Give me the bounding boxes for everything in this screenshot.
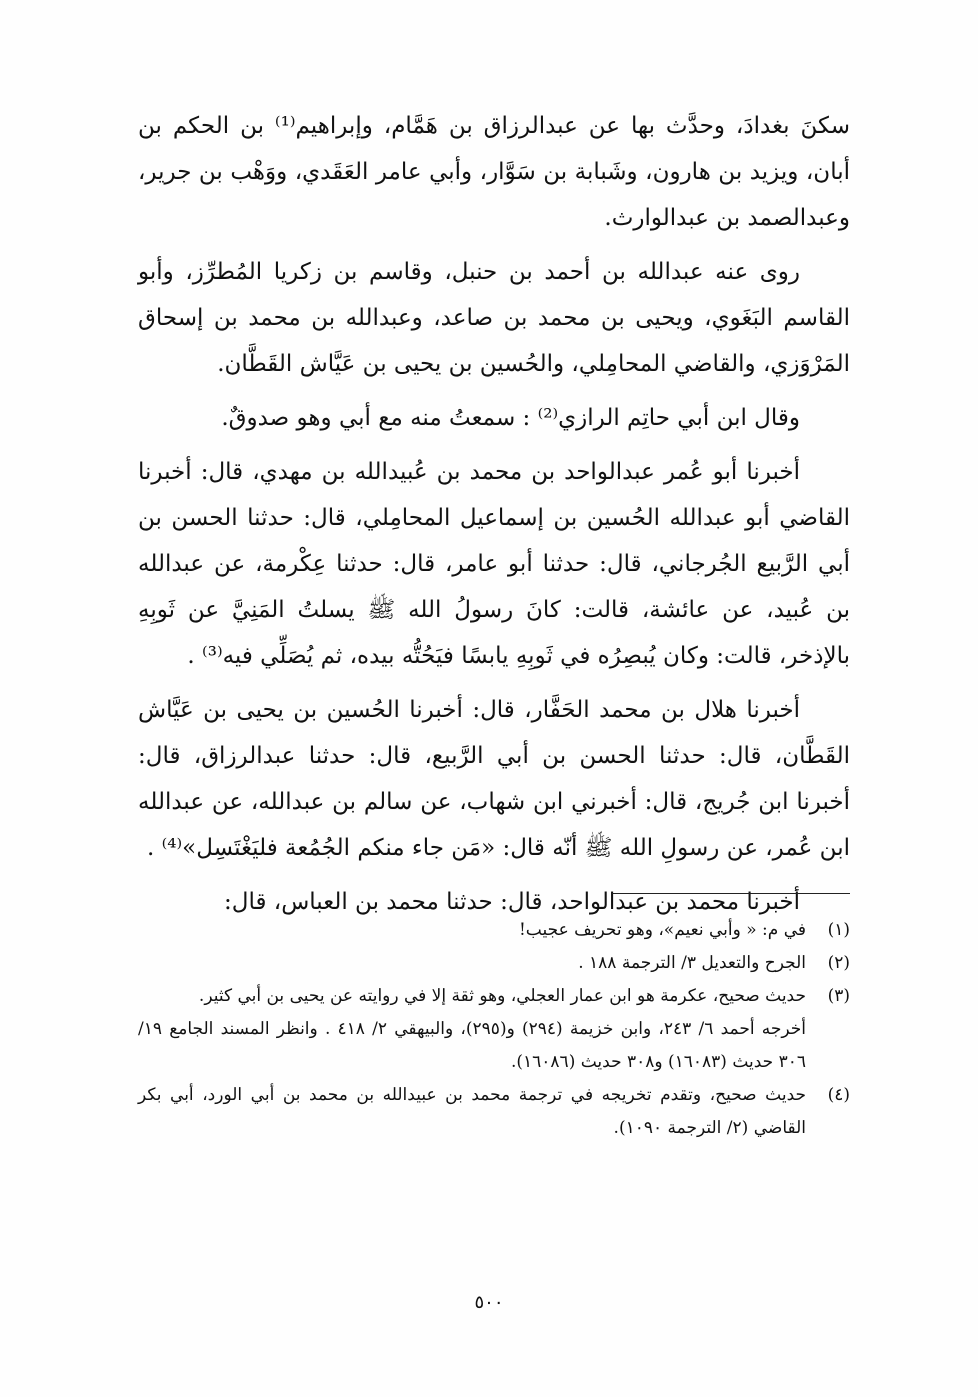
paragraph: سكنَ بغدادَ، وحدَّث بها عن عبدالرزاق بن هَمَّام، وإبراهيم⁽¹⁾ بن الحكم بن أبان، ويزيد بن هارون، وشَبابة بن سَوَّار، وأبي عامر العَقَدي، ووَهْب بن جرير، وعبدالصمد بن عبدالوارث.	[138, 113, 850, 231]
paragraph: روى عنه عبدالله بن أحمد بن حنبل، وقاسم بن زكريا المُطرِّز، وأبو القاسم البَغَوي، ويحيى بن محمد بن صاعد، وعبدالله بن محمد بن إسحاق المَرْوَزي، والقاضي المحامِلي، والحُسين بن يحيى بن عَيَّاش القَطَّان.	[138, 259, 850, 377]
paragraph: أخبرنا محمد بن عبدالواحد، قال: حدثنا محمد بن العباس، قال:	[224, 889, 800, 915]
footnote	[138, 947, 850, 980]
footnote-number: (٣)	[827, 986, 850, 1006]
footnote-text: الجرح والتعديل ٣/ الترجمة ١٨٨ .	[578, 953, 806, 973]
footnote-number: (١)	[827, 920, 850, 940]
footnote-text: حديث صحيح، عكرمة هو ابن عمار العجلي، وهو ثقة إلا في روايته عن يحيى بن أبي كثير.	[198, 986, 806, 1006]
footnote-continuation: أخرجه أحمد ٦/ ٢٤٣، وابن خزيمة (٢٩٤) و(٢٩٥)، والبيهقي ٢/ ٤١٨ . وانظر المسند الجامع ١٩/ ٣٠٦ حديث (١٦٠٨٣) و٣٠٨ حديث (١٦٠٨٦).	[138, 1019, 807, 1072]
paragraph: أخبرنا أبو عُمر عبدالواحد بن محمد بن عُبيدالله بن مهدي، قال: أخبرنا القاضي أبو عبدالله الحُسين بن إسماعيل المحامِلي، قال: حدثنا الحسن بن أبي الرَّبيع الجُرجاني، قال: حدثنا أبو عامر، قال: حدثنا عِكْرمة، عن عبدالله بن عُبيد، عن عائشة، قالت: كانَ رسولُ الله ﷺ يسلتُ المَنِيَّ عن ثَوبِهِ بالإذخر، قالت: وكان يُبصِرُه في ثَوبِهِ يابسًا فيَحُتُّه بيده، ثم يُصَلِّي فيه⁽³⁾ .	[138, 459, 850, 669]
footnote	[138, 980, 850, 1013]
footnotes	[138, 914, 850, 1145]
paragraph: وقال ابن أبي حاتِم الرازي⁽²⁾ : سمعتُ منه مع أبي وهو صدوقٌ.	[221, 405, 800, 431]
page-number: ٥٠٠	[474, 1292, 504, 1313]
footnote	[138, 1079, 850, 1145]
main-text	[138, 103, 850, 933]
footnote	[138, 914, 850, 947]
footnote-text: حديث صحيح، وتقدم تخريجه في ترجمة محمد بن عبيدالله بن محمد بن أبي الورد، أبي بكر القاضي (٢/ الترجمة ١٠٩٠).	[138, 1085, 806, 1138]
footnote-text: في م: « وأبي نعيم»، وهو تحريف عجيب!	[518, 920, 806, 940]
footnote-number: (٤)	[827, 1085, 850, 1105]
footnote-divider	[612, 893, 850, 894]
footnote-number: (٢)	[827, 953, 850, 973]
paragraph: أخبرنا هلال بن محمد الحَفَّار، قال: أخبرنا الحُسين بن يحيى بن عَيَّاش القَطَّان، قال: حدثنا الحسن بن أبي الرَّبيع، قال: حدثنا عبدالرزاق، قال: أخبرنا ابن جُريج، قال: أخبرني ابن شهاب، عن سالم بن عبدالله، عن عبدالله ابن عُمر، عن رسولِ الله ﷺ أنّه قال: «مَن جاء منكم الجُمُعة فليَغْتَسِل»⁽⁴⁾ .	[138, 697, 850, 861]
